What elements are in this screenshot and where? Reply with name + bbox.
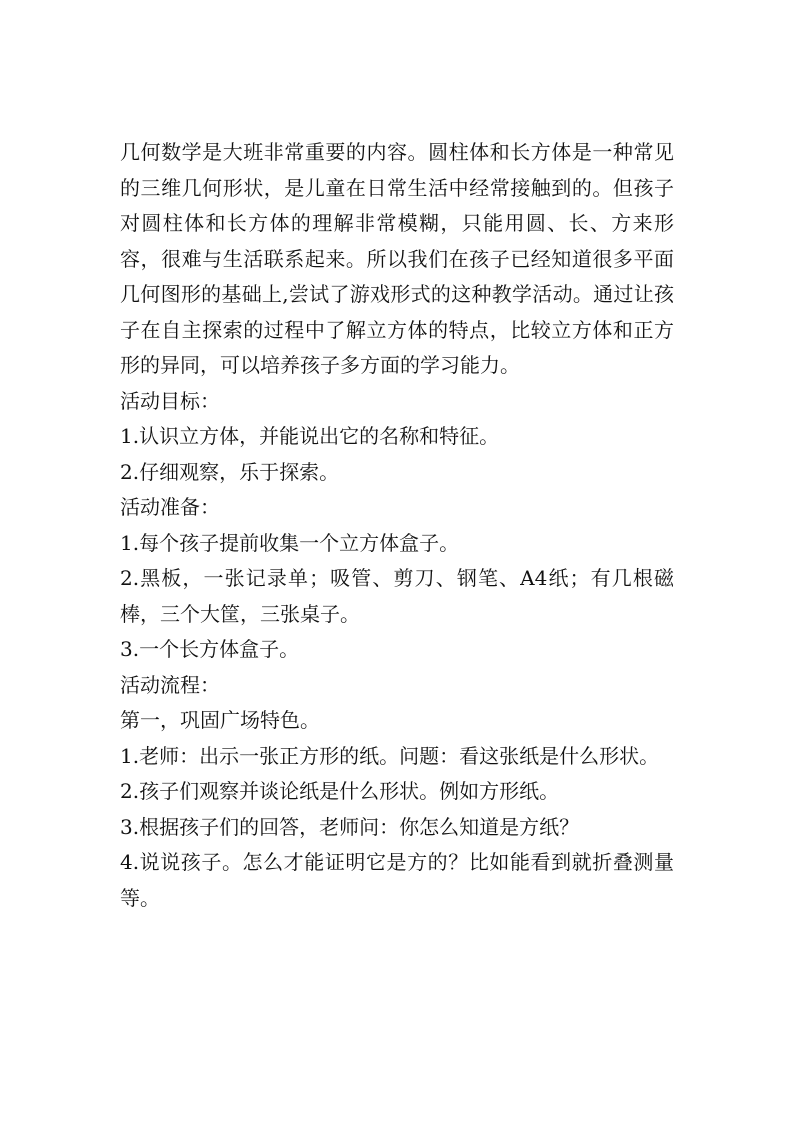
preparation-item: 3.一个长方体盒子。 <box>120 637 300 661</box>
preparation-item: 2.黑板，一张记录单；吸管、剪刀、钢笔、A4纸；有几根磁棒，三个大筐，三张桌子。 <box>120 566 674 626</box>
section-heading-preparation: 活动准备： <box>120 495 220 519</box>
document-body <box>120 135 674 916</box>
intro-paragraph: 几何数学是大班非常重要的内容。圆柱体和长方体是一种常见的三维几何形状，是儿童在日常生活中经常接触到的。但孩子对圆柱体和长方体的理解非常模糊，只能用圆、长、方来形容，很难与生活联系起来。所以我们在孩子已经知道很多平面几何图形的基础上,尝试了游戏形式的这种教学活动。通过让孩子在自主探索的过程中了解立方体的特点，比较立方体和正方形的异同，可以培养孩子多方面的学习能力。 <box>120 140 674 377</box>
section-heading-process: 活动流程： <box>120 672 220 697</box>
section-heading-goals: 活动目标： <box>120 388 220 413</box>
goal-item: 1.认识立方体，并能说出它的名称和特征。 <box>120 424 500 448</box>
process-item: 1.老师：出示一张正方形的纸。问题：看这张纸是什么形状。 <box>120 743 660 768</box>
preparation-item: 1.每个孩子提前收集一个立方体盒子。 <box>120 530 460 555</box>
goal-item: 2.仔细观察，乐于探索。 <box>120 459 340 484</box>
process-step-heading: 第一，巩固广场特色。 <box>120 708 320 732</box>
process-item: 3.根据孩子们的回答，老师问：你怎么知道是方纸？ <box>120 814 580 839</box>
process-item: 4.说说孩子。怎么才能证明它是方的？比如能看到就折叠测量等。 <box>120 850 674 910</box>
process-item: 2.孩子们观察并谈论纸是什么形状。例如方形纸。 <box>120 779 560 803</box>
